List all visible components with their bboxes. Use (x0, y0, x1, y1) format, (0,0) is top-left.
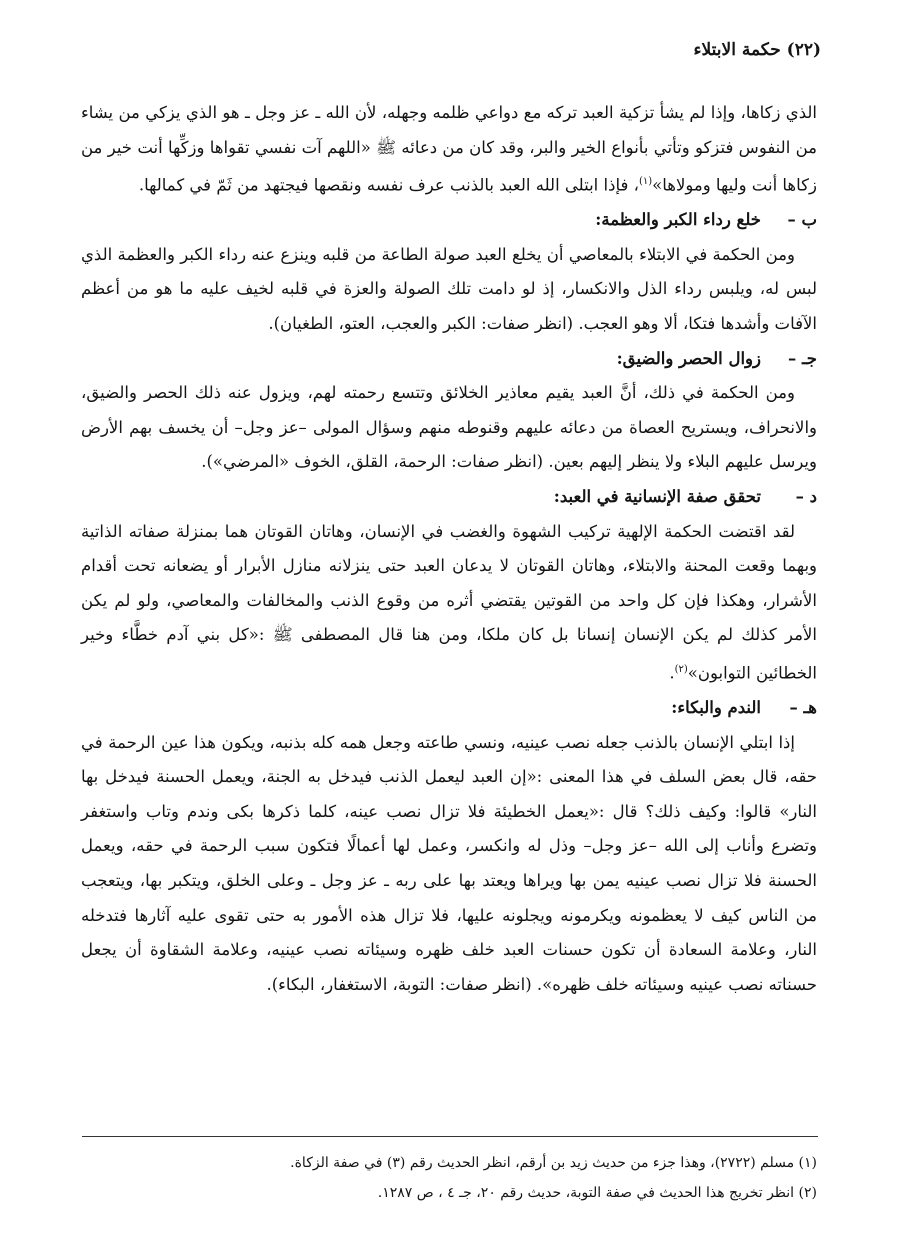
section-title: الندم والبكاء: (671, 698, 761, 718)
paragraph: الذي زكاها، وإذا لم يشأ تزكية العبد تركه مع دواعي ظلمه وجهله، لأن الله ـ عز وجل ـ هو الذي يزكي من يشاء من النفوس فتزكو وتأتي بأنواع الخير والبر، وقد كان من دعائه ﷺ «اللهم آت نفسي تقواها وزكِّها أنت خير من زكاها أنت وليها ومولاها»$^{(١)}$، فإذا ابتلى الله العبد بالذنب عرف نفسه ونقصها فيجتهد من ثَمّ في كمالها. (81, 103, 817, 195)
paragraph: لقد اقتضت الحكمة الإلهية تركيب الشهوة والغضب في الإنسان، وهاتان القوتان هما بمنزلة صفاته الذاتية وبهما وقعت المحنة والابتلاء، وهاتان القوتان لا يدعان العبد حتى ينزلانه منازل الأبرار أو يضعانه تحت أقدام الأشرار، وهكذا فإن كل واحد من القوتين يقتضي أثره من وقوع الذنب والمخالفات والمعاصي، ولو لم يكن الأمر كذلك لم يكن الإنسان إنسانا بل كان ملكا، ومن هنا قال المصطفى ﷺ :«كل بني آدم خطَّاء وخير الخطائين التوابون»$^{(٢)}$. (81, 521, 817, 683)
footnote-ref: (٢) (674, 664, 688, 675)
section-letter: جـ – (787, 348, 817, 368)
footnote-ref: (١) (638, 176, 653, 188)
section-heading-d (81, 480, 817, 515)
section-heading-j (81, 342, 817, 377)
section-heading-h (81, 691, 817, 726)
footnotes (81, 1148, 817, 1208)
paragraph: ومن الحكمة في ذلك، أنَّ العبد يقيم معاذير الخلائق وتتسع رحمته لهم، ويزول عنه ذلك الحصر والضيق، والانحراف، ويستريح العصاة من دعائه عليهم وقنوطه منهم وسؤال المولى –عز وجل– أن يخسف بهم الأرض ويرسل عليهم البلاء ولا ينظر إليهم بعين. (انظر صفات: الرحمة، القلق، الخوف «المرضي»). (81, 383, 817, 472)
footnote-2: (٢) انظر تخريج هذا الحديث في صفة التوبة، حديث رقم ٢٠، جـ ٤ ، ص ١٢٨٧. (377, 1185, 817, 1201)
section-letter: د – (795, 487, 817, 507)
page-number: (٢٢) (786, 40, 821, 60)
chapter-title: حكمة الابتلاء (693, 40, 781, 60)
running-header (694, 40, 821, 60)
section-letter: هـ – (789, 698, 817, 718)
section-title: تحقق صفة الإنسانية في العبد: (553, 487, 761, 507)
main-text (81, 96, 817, 1002)
footnote-divider (82, 1136, 818, 1137)
section-title: خلع رداء الكبر والعظمة: (595, 210, 761, 230)
paragraph: إذا ابتلي الإنسان بالذنب جعله نصب عينيه، ونسي طاعته وجعل همه كله بذنبه، ويكون هذا عين الرحمة في حقه، قال بعض السلف في هذا المعنى :«إن العبد ليعمل الذنب فيدخل به الجنة، ويعمل الحسنة فيدخل بها النار» قالوا: وكيف ذلك؟ قال :«يعمل الخطيئة فلا تزال نصب عينه، كلما ذكرها بكى وندم وتاب واستغفر وتضرع وأناب إلى الله –عز وجل– وذل له وانكسر، وعمل لها أعمالًا فتكون سبب الرحمة في حقه، ويعمل الحسنة فلا تزال نصب عينيه يمن بها ويراها ويعتد بها على ربه ـ عز وجل ـ وعلى الخلق، ويتكبر بها، ويتعجب من الناس كيف لا يعظمونه ويكرمونه ويجلونه عليها، فلا تزال هذه الأمور به حتى تقوى عليه آثارها فتدخله النار، وعلامة السعادة أن تكون حسنات العبد خلف ظهره وسيئاته نصب عينيه، وعلامة الشقاوة أن يجعل حسناته نصب عينيه وسيئاته خلف ظهره». (انظر صفات: التوبة، الاستغفار، البكاء). (81, 732, 817, 994)
paragraph: ومن الحكمة في الابتلاء بالمعاصي أن يخلع العبد صولة الطاعة من قلبه وينزع عنه رداء الكبر والعظمة الذي لبس له، ويلبس رداء الذل والانكسار، إذ لو دامت تلك الصولة والعزة في قلبه لخيف عليه ما هو من أعظم الآفات وأشدها فتكا، ألا وهو العجب. (انظر صفات: الكبر والعجب، العتو، الطغيان). (81, 244, 817, 334)
section-letter: ب – (787, 210, 817, 230)
section-title: زوال الحصر والضيق: (616, 348, 761, 368)
footnote-1: (١) مسلم (٢٧٢٢)، وهذا جزء من حديث زيد بن أرقم، انظر الحديث رقم (٣) في صفة الزكاة. (290, 1155, 817, 1171)
section-heading-b (81, 203, 817, 238)
